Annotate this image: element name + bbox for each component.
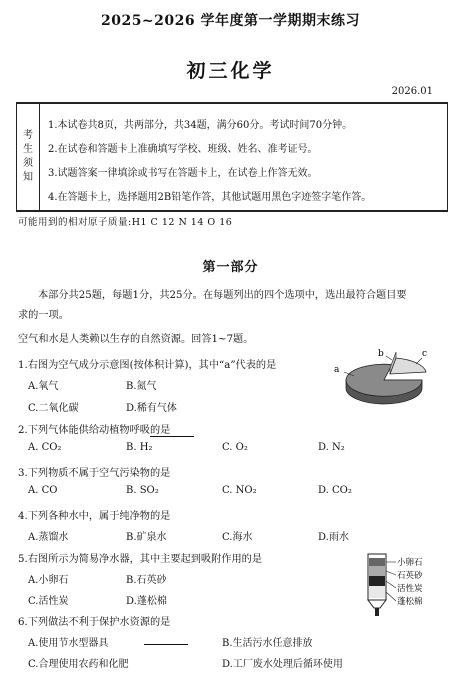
exam-year-title: 2025~2026 学年度第一学期期末练习 bbox=[100, 13, 361, 29]
subject-title: 初三化学 bbox=[186, 60, 275, 82]
question-1-option-b[interactable]: B.氮气 bbox=[126, 381, 157, 392]
question-5-option-a[interactable]: A.小卵石 bbox=[28, 575, 69, 586]
question-4-stem: 4.下列各种水中，属于纯净物的是 bbox=[18, 511, 171, 522]
question-6-option-c[interactable]: C.合理使用农药和化肥 bbox=[28, 659, 129, 670]
question-5-option-c[interactable]: C.活性炭 bbox=[28, 596, 69, 607]
filter-label-cotton: 蓬松棉 bbox=[397, 597, 423, 607]
question-2-option-a[interactable]: A. CO₂ bbox=[28, 442, 62, 453]
water-filter-figure bbox=[362, 548, 458, 618]
question-4-option-d[interactable]: D.雨水 bbox=[318, 532, 349, 543]
question-6-option-a[interactable]: A.使用节水型器具 bbox=[28, 638, 109, 649]
notice-label-char: 生 bbox=[23, 144, 33, 155]
question-3-option-a[interactable]: A. CO bbox=[28, 485, 58, 496]
question-6-stem: 6.下列做法不利于保护水资源的是 bbox=[18, 617, 171, 628]
question-4-option-c[interactable]: C.海水 bbox=[222, 532, 253, 543]
question-3-option-b[interactable]: B. SO₂ bbox=[126, 485, 159, 496]
question-3-option-c[interactable]: C. NO₂ bbox=[222, 485, 257, 496]
question-1-option-d[interactable]: D.稀有气体 bbox=[126, 403, 177, 414]
question-3-stem: 3.下列物质不属于空气污染物的是 bbox=[18, 468, 171, 479]
pie-label-b: b bbox=[378, 349, 384, 359]
filter-label-activated-carbon: 活性炭 bbox=[397, 584, 423, 594]
notice-label-char: 须 bbox=[23, 158, 33, 169]
question-2-option-b[interactable]: B. H₂ bbox=[126, 442, 153, 453]
notice-label-char: 知 bbox=[23, 172, 33, 183]
notice-label bbox=[17, 104, 40, 210]
question-6-option-d[interactable]: D.工厂废水处理后循环使用 bbox=[222, 659, 343, 670]
notice-item: 3.试题答案一律填涂或书写在答题卡上，在试卷上作答无效。 bbox=[48, 168, 318, 179]
part-one-title: 第一部分 bbox=[202, 260, 259, 275]
question-6-option-b[interactable]: B.生活污水任意排放 bbox=[222, 638, 313, 649]
filter-label-pebbles: 小卵石 bbox=[397, 558, 423, 568]
candidate-notice-box bbox=[16, 102, 448, 212]
context-text: 空气和水是人类赖以生存的自然资源。回答1~7题。 bbox=[18, 334, 254, 345]
question-2-option-c[interactable]: C. O₂ bbox=[222, 442, 248, 453]
question-1-stem: 1.右图为空气成分示意图(按体积计算)，其中“a”代表的是 bbox=[18, 360, 277, 371]
pie-label-c: c bbox=[422, 349, 428, 359]
question-5-option-d[interactable]: D.蓬松棉 bbox=[126, 596, 167, 607]
notice-item: 1.本试卷共8页，共两部分，共34题，满分60分。考试时间70分钟。 bbox=[48, 120, 353, 131]
notice-item: 2.在试卷和答题卡上准确填写学校、班级、姓名、准考证号。 bbox=[48, 144, 318, 155]
exam-date: 2026.01 bbox=[391, 86, 433, 97]
atomic-masses: 可能用到的相对原子质量:H1 C 12 N 14 O 16 bbox=[18, 217, 233, 228]
notice-item: 4.在答题卡上，选择题用2B铅笔作答，其他试题用黑色字迹签字笔作答。 bbox=[48, 192, 372, 203]
question-4-option-b[interactable]: B.矿泉水 bbox=[126, 532, 167, 543]
question-4-option-a[interactable]: A.蒸馏水 bbox=[28, 532, 69, 543]
air-composition-pie-figure bbox=[330, 346, 450, 410]
question-5-stem: 5.右图所示为简易净水器，其中主要起到吸附作用的是 bbox=[18, 554, 263, 565]
answer-blank bbox=[150, 436, 194, 437]
question-3-option-d[interactable]: D. CO₂ bbox=[318, 485, 352, 496]
question-1-option-a[interactable]: A.氧气 bbox=[28, 381, 59, 392]
question-2-option-d[interactable]: D. N₂ bbox=[318, 442, 345, 453]
part-intro-line1: 本部分共25题，每题1分，共25分。在每题列出的四个选项中，选出最符合题目要 bbox=[38, 290, 407, 301]
notice-label-char: 考 bbox=[23, 130, 33, 141]
question-1-option-c[interactable]: C.二氧化碳 bbox=[28, 403, 79, 414]
filter-label-quartz-sand: 石英砂 bbox=[397, 571, 423, 581]
pie-label-a: a bbox=[334, 365, 340, 375]
part-intro-line2: 求的一项。 bbox=[18, 310, 69, 321]
question-5-option-b[interactable]: B.石英砂 bbox=[126, 575, 167, 586]
question-2-stem: 2.下列气体能供给动植物呼吸的是 bbox=[18, 425, 171, 436]
answer-blank bbox=[144, 644, 188, 645]
